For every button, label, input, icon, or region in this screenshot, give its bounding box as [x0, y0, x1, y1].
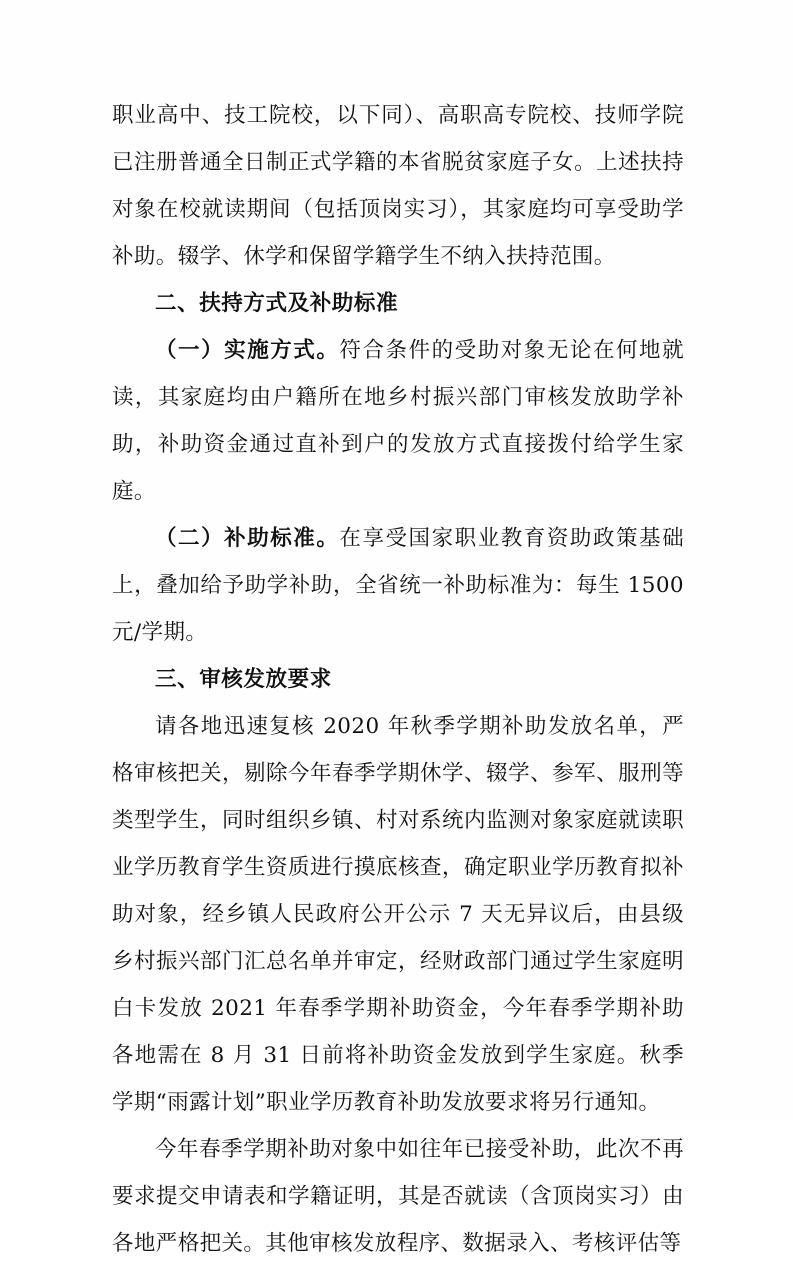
section-heading-three: 三、审核发放要求	[155, 667, 332, 692]
document-body	[112, 92, 684, 1267]
label-implementation-method: （一）实施方式。	[155, 338, 340, 363]
paragraph-review-requirements: 请各地迅速复核 2020 年秋季学期补助发放名单，严格审核把关，剔除今年春季学期休学、辍学、参军、服刑等类型学生，同时组织乡镇、村对系统内监测对象家庭就读职业学历教育学生资质进行摸底核查，确定职业学历教育拟补助对象，经乡镇人民政府公开公示 7 天无异议后，由县级乡村振兴部门汇总名单并审定，经财政部门通过学生家庭明白卡发放 2021 年春季学期补助资金，今年春季学期补助各地需在 8 月 31 日前将补助资金发放到学生家庭。秋季学期“雨露计划”职业学历教育补助发放要求将另行通知。	[112, 714, 684, 1115]
paragraph-continuation: 职业高中、技工院校，以下同）、高职高专院校、技师学院已注册普通全日制正式学籍的本省脱贫家庭子女。上述扶持对象在校就读期间（包括顶岗实习），其家庭均可享受助学补助。辍学、休学和保留学籍学生不纳入扶持范围。	[112, 103, 684, 269]
text-subsidy-standard: 在享受国家职业教育资助政策基础上，叠加给予助学补助，全省统一补助标准为：每生 1500 元/学期。	[112, 526, 684, 645]
text-implementation-method: 符合条件的受助对象无论在何地就读，其家庭均由户籍所在地乡村振兴部门审核发放助学补助，补助资金通过直补到户的发放方式直接拨付给学生家庭。	[112, 338, 684, 504]
label-subsidy-standard: （二）补助标准。	[155, 526, 340, 551]
paragraph-spring-semester-note: 今年春季学期补助对象中如往年已接受补助，此次不再要求提交申请表和学籍证明，其是否就读（含顶岗实习）由各地严格把关。其他审核发放程序、数据录入、考核评估等	[112, 1137, 684, 1256]
paragraph-subsidy-standard	[112, 515, 684, 656]
paragraph-implementation-method	[112, 327, 684, 515]
section-heading-two: 二、扶持方式及补助标准	[155, 291, 399, 316]
